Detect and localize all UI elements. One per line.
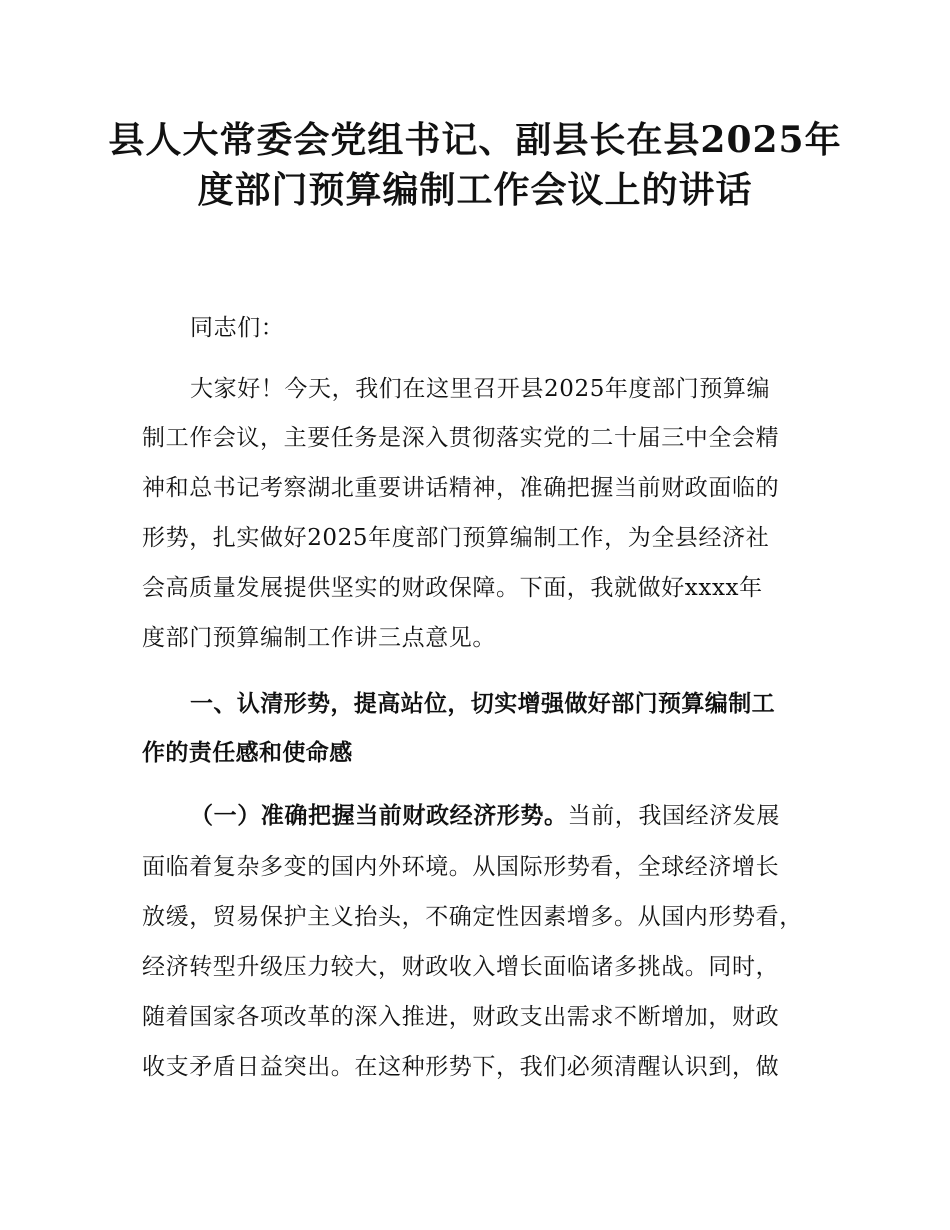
subsection-1-first-line-rest: 当前，我国经济发展 — [567, 803, 781, 829]
document-title-line-1: 县人大常委会党组书记、副县长在县2025年 — [108, 119, 842, 161]
subsection-1-line-6: 收支矛盾日益突出。在这种形势下，我们必须清醒认识到，做 — [142, 1054, 780, 1080]
subsection-1-bold-lead: （一）准确把握当前财政经济形势。 — [190, 803, 568, 829]
intro-line-2: 制工作会议，主要任务是深入贯彻落实党的二十届三中全会精 — [142, 425, 780, 451]
intro-line-5: 会高质量发展提供坚实的财政保障。下面，我就做好xxxx年 — [142, 575, 763, 601]
subsection-1-line-1 — [190, 800, 890, 832]
intro-line-1: 大家好！今天，我们在这里召开县2025年度部门预算编 — [190, 376, 771, 402]
section-1-heading-line-2: 作的责任感和使命感 — [142, 740, 353, 766]
document-title-line-2: 度部门预算编制工作会议上的讲话 — [197, 169, 753, 211]
intro-line-4: 形势，扎实做好2025年度部门预算编制工作，为全县经济社 — [142, 525, 770, 551]
subsection-1-line-5: 随着国家各项改革的深入推进，财政支出需求不断增加，财政 — [142, 1004, 780, 1030]
subsection-1-line-3: 放缓，贸易保护主义抬头，不确定性因素增多。从国内形势看， — [142, 904, 803, 930]
subsection-1-line-4: 经济转型升级压力较大，财政收入增长面临诸多挑战。同时， — [142, 954, 780, 980]
intro-line-6: 度部门预算编制工作讲三点意见。 — [142, 625, 496, 651]
section-1-heading-line-1: 一、认清形势，提高站位，切实增强做好部门预算编制工 — [190, 691, 775, 717]
intro-line-3: 神和总书记考察湖北重要讲话精神，准确把握当前财政面临的 — [142, 475, 780, 501]
salutation: 同志们： — [190, 315, 285, 341]
subsection-1-line-2: 面临着复杂多变的国内外环境。从国际形势看，全球经济增长 — [142, 854, 780, 880]
